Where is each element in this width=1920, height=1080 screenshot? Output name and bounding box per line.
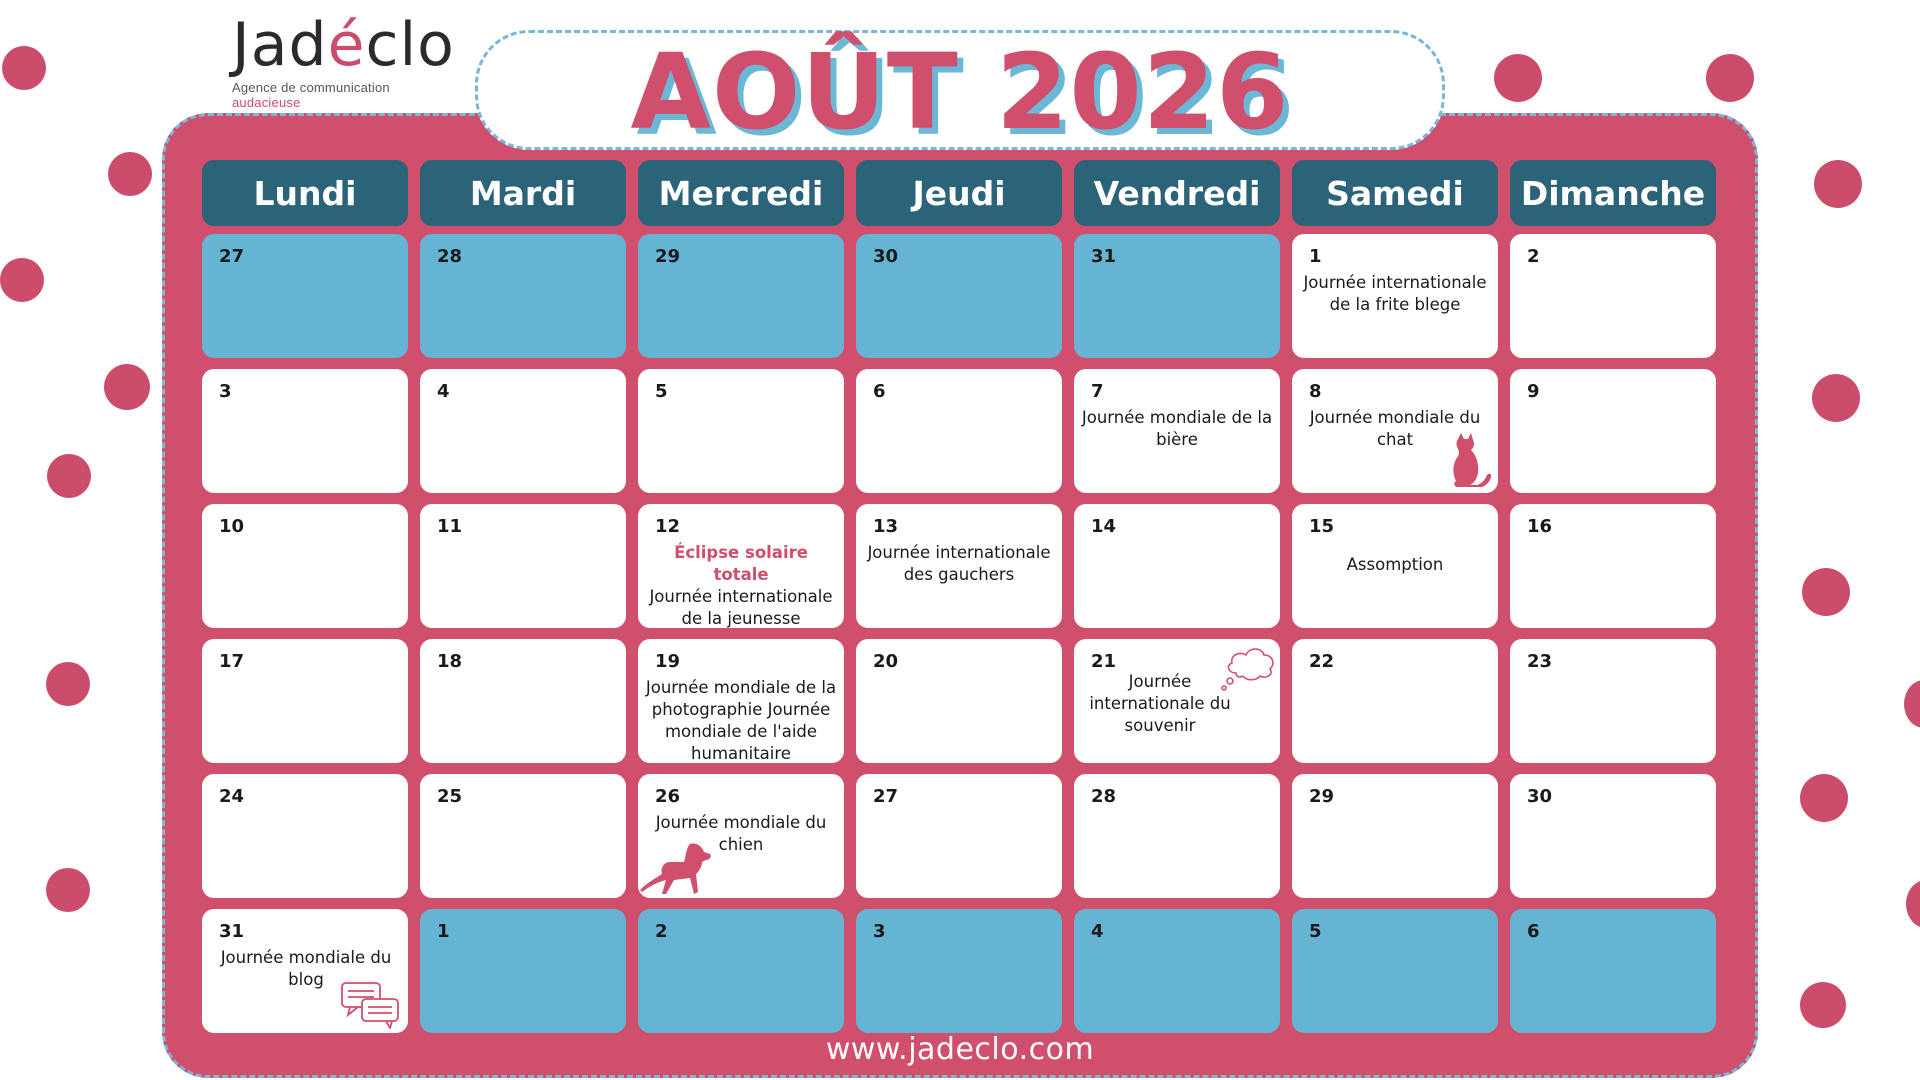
logo-name: Jadéclo <box>232 10 455 80</box>
thought-cloud-icon <box>1216 643 1278 693</box>
day-number: 30 <box>873 246 899 267</box>
day-number: 1 <box>1309 246 1322 267</box>
day-cell <box>638 639 844 763</box>
day-cell <box>420 234 626 358</box>
dog-icon <box>640 840 714 896</box>
day-cell <box>1510 909 1716 1033</box>
day-number: 29 <box>655 246 681 267</box>
day-cell <box>1510 369 1716 493</box>
day-cell <box>202 639 408 763</box>
day-cell <box>1074 909 1280 1033</box>
day-cell <box>856 909 1062 1033</box>
event-text <box>1298 272 1492 316</box>
day-number: 13 <box>873 516 899 537</box>
day-number: 6 <box>1527 921 1540 942</box>
decor-dot <box>104 364 150 410</box>
day-cell <box>420 504 626 628</box>
event-label: Journée mondiale de la photographie Journée mondiale de l'aide humanitaire <box>645 678 837 763</box>
decor-dot <box>46 868 90 912</box>
day-number: 4 <box>1091 921 1104 942</box>
brand-logo <box>232 10 455 110</box>
logo-tagline: Agence de communication audacieuse <box>232 80 390 110</box>
weekday-header: Samedi <box>1292 160 1498 226</box>
day-cell <box>1074 639 1280 763</box>
day-number: 3 <box>219 381 232 402</box>
day-cell <box>638 909 844 1033</box>
cat-icon <box>1446 433 1494 489</box>
weekday-header: Lundi <box>202 160 408 226</box>
day-cell <box>420 774 626 898</box>
day-number: 7 <box>1091 381 1104 402</box>
day-cell <box>1074 369 1280 493</box>
weekday-header: Dimanche <box>1510 160 1716 226</box>
day-cell <box>202 234 408 358</box>
day-cell <box>202 369 408 493</box>
day-number: 19 <box>655 651 681 672</box>
day-cell <box>1074 234 1280 358</box>
event-label: Assomption <box>1346 555 1444 574</box>
decor-dot <box>108 152 152 196</box>
day-number: 28 <box>437 246 463 267</box>
title-banner <box>475 30 1445 153</box>
weekday-header: Jeudi <box>856 160 1062 226</box>
day-cell <box>1292 774 1498 898</box>
event-text <box>862 542 1056 586</box>
day-cell <box>638 774 844 898</box>
day-number: 5 <box>655 381 668 402</box>
decor-dot <box>1814 160 1862 208</box>
day-number: 2 <box>655 921 668 942</box>
event-text <box>1298 554 1492 576</box>
event-text <box>644 542 838 628</box>
day-number: 30 <box>1527 786 1553 807</box>
event-label: Journée mondiale du chien <box>655 813 827 854</box>
day-cell <box>420 909 626 1033</box>
day-cell <box>1292 234 1498 358</box>
decor-dot <box>46 662 90 706</box>
day-number: 5 <box>1309 921 1322 942</box>
day-cell <box>1292 909 1498 1033</box>
day-number: 18 <box>437 651 463 672</box>
page-title: AOÛT 2026 <box>630 31 1290 153</box>
decor-dot <box>1802 568 1850 616</box>
day-number: 21 <box>1091 651 1117 672</box>
day-cell <box>1510 774 1716 898</box>
day-cell <box>1510 234 1716 358</box>
website-url: www.jadeclo.com <box>825 1032 1095 1067</box>
day-number: 14 <box>1091 516 1117 537</box>
day-cell <box>638 504 844 628</box>
weekday-header: Mercredi <box>638 160 844 226</box>
decor-dot <box>2 46 46 90</box>
day-number: 11 <box>437 516 463 537</box>
day-cell <box>1292 639 1498 763</box>
day-number: 27 <box>873 786 899 807</box>
day-cell <box>856 774 1062 898</box>
decor-dot <box>1904 680 1920 728</box>
day-number: 4 <box>437 381 450 402</box>
day-number: 31 <box>1091 246 1117 267</box>
event-text <box>1080 407 1274 451</box>
day-number: 31 <box>219 921 245 942</box>
day-cell <box>856 369 1062 493</box>
weekday-header-row <box>202 160 1714 226</box>
day-cell <box>638 234 844 358</box>
day-number: 17 <box>219 651 245 672</box>
day-number: 9 <box>1527 381 1540 402</box>
weekday-header: Mardi <box>420 160 626 226</box>
day-cell <box>856 234 1062 358</box>
day-number: 26 <box>655 786 681 807</box>
day-number: 8 <box>1309 381 1322 402</box>
day-cell <box>856 639 1062 763</box>
day-number: 12 <box>655 516 681 537</box>
decor-dot <box>1800 774 1848 822</box>
day-number: 15 <box>1309 516 1335 537</box>
day-cell <box>1292 369 1498 493</box>
day-cell <box>1510 504 1716 628</box>
day-cell <box>638 369 844 493</box>
decor-dot <box>1812 374 1860 422</box>
day-number: 20 <box>873 651 899 672</box>
event-label: Journée mondiale du chat <box>1309 408 1481 449</box>
day-cell <box>202 774 408 898</box>
day-number: 1 <box>437 921 450 942</box>
day-cell <box>1074 774 1280 898</box>
event-label: Journée internationale de la jeunesse <box>649 587 833 628</box>
event-label: Journée mondiale du blog <box>220 948 392 989</box>
decor-dot <box>0 258 44 302</box>
day-cell <box>1074 504 1280 628</box>
day-number: 22 <box>1309 651 1335 672</box>
event-label: Journée internationale des gauchers <box>867 543 1051 584</box>
day-cell <box>856 504 1062 628</box>
chat-bubbles-icon <box>338 979 402 1029</box>
event-label: Journée internationale de la frite blege <box>1303 273 1487 314</box>
day-number: 28 <box>1091 786 1117 807</box>
day-number: 16 <box>1527 516 1553 537</box>
event-text <box>644 677 838 763</box>
day-cell <box>420 639 626 763</box>
day-cell <box>202 504 408 628</box>
event-highlight: Éclipse solaire totale <box>674 543 808 584</box>
day-number: 2 <box>1527 246 1540 267</box>
day-number: 3 <box>873 921 886 942</box>
decor-dot <box>1494 54 1542 102</box>
day-cell <box>1510 639 1716 763</box>
decor-dot <box>1800 982 1846 1028</box>
day-number: 24 <box>219 786 245 807</box>
day-cell <box>420 369 626 493</box>
calendar-grid <box>202 234 1714 1033</box>
weekday-header: Vendredi <box>1074 160 1280 226</box>
day-number: 10 <box>219 516 245 537</box>
day-cell <box>202 909 408 1033</box>
decor-dot <box>1906 880 1920 928</box>
day-number: 6 <box>873 381 886 402</box>
day-number: 27 <box>219 246 245 267</box>
event-label: Journée mondiale de la bière <box>1081 408 1273 449</box>
day-number: 29 <box>1309 786 1335 807</box>
day-cell <box>1292 504 1498 628</box>
decor-dot <box>1706 54 1754 102</box>
decor-dot <box>47 454 91 498</box>
day-number: 23 <box>1527 651 1553 672</box>
event-label: Journée internationale du souvenir <box>1089 672 1231 735</box>
day-number: 25 <box>437 786 463 807</box>
